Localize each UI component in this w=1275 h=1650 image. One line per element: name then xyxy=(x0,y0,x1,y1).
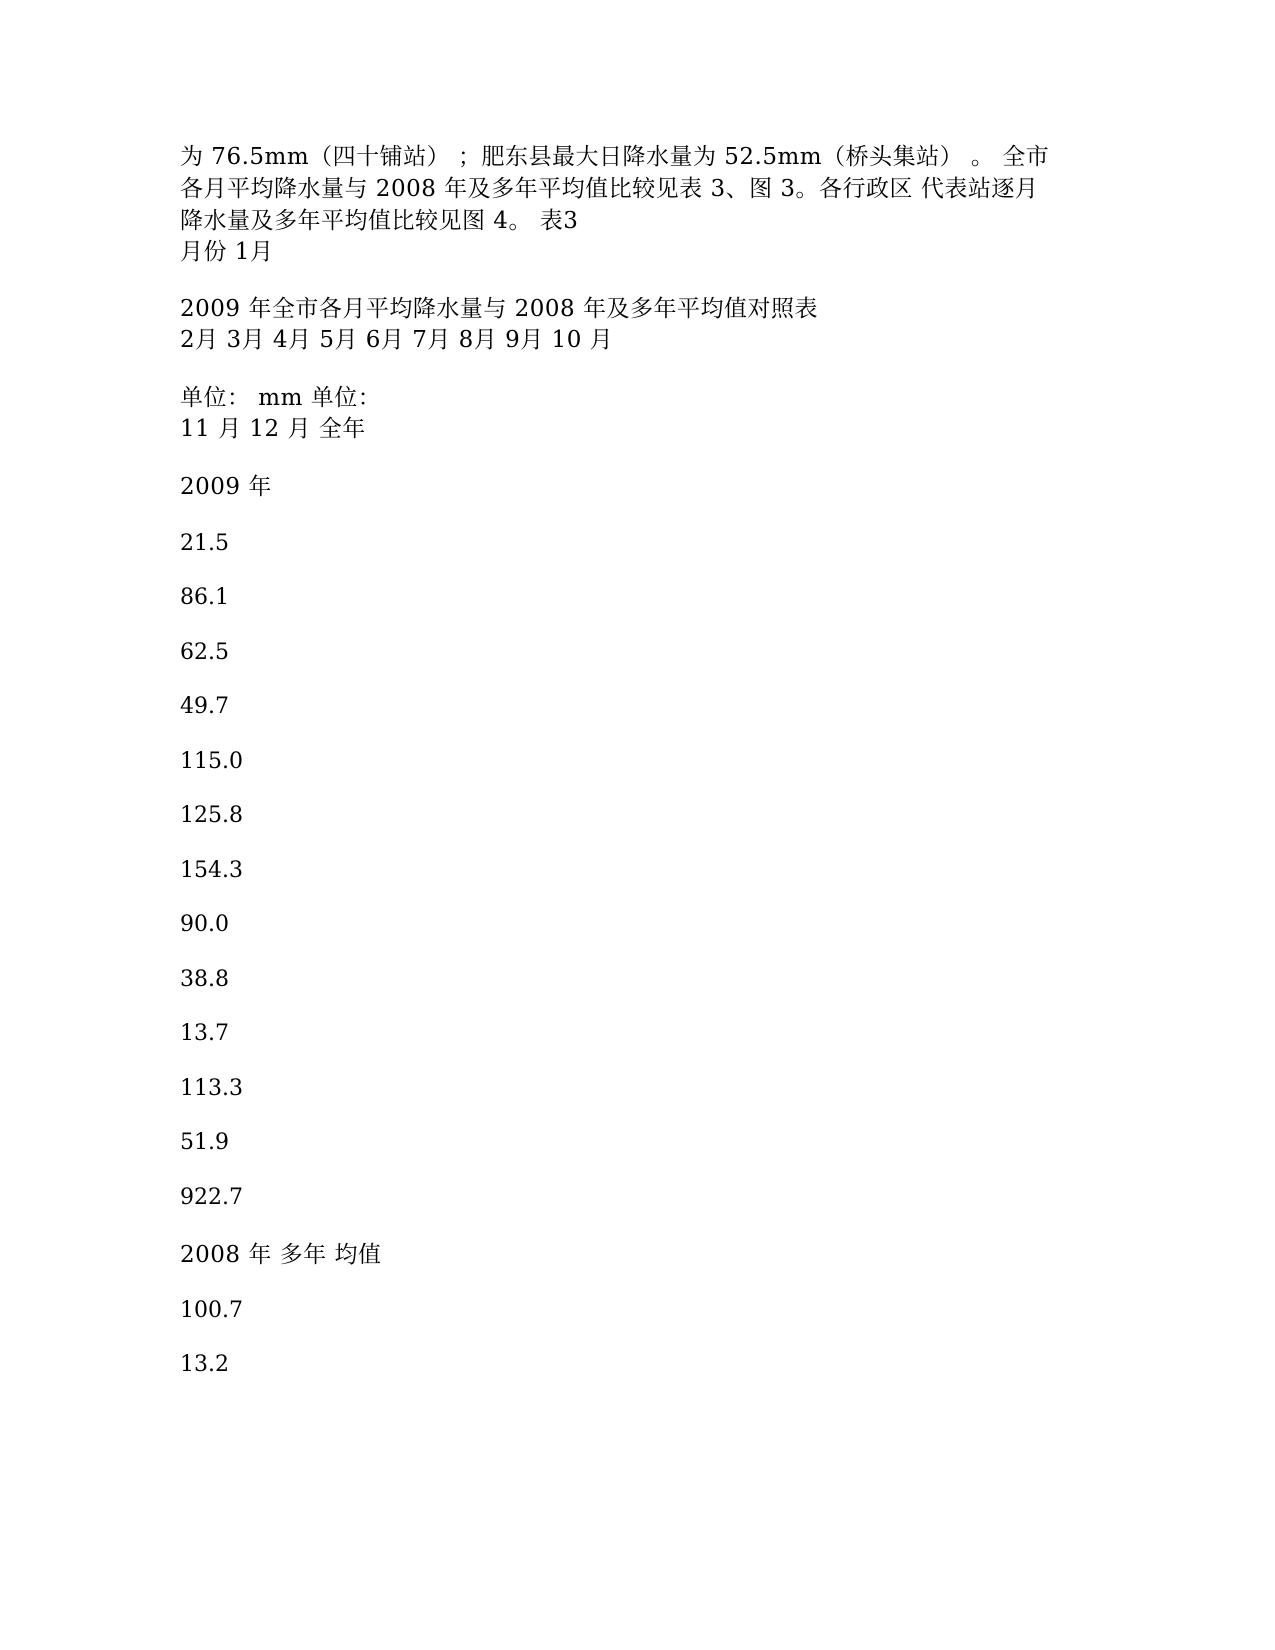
value-2009-oct: 13.7 xyxy=(180,1021,229,1046)
value-2009-jul: 154.3 xyxy=(180,858,243,883)
value-2008-feb: 13.2 xyxy=(180,1352,229,1377)
value-2009-nov: 113.3 xyxy=(180,1076,243,1101)
value-2009-jan: 21.5 xyxy=(180,531,229,556)
month-label: 月份 1月 xyxy=(180,239,274,265)
row-2009-label: 2009 年 xyxy=(180,474,272,500)
value-2009-may: 115.0 xyxy=(180,749,243,774)
value-2009-jun: 125.8 xyxy=(180,803,243,828)
months-tail: 11 月 12 月 全年 xyxy=(180,416,366,442)
value-2009-mar: 62.5 xyxy=(180,640,229,665)
value-2009-feb: 86.1 xyxy=(180,585,229,610)
value-2009-dec: 51.9 xyxy=(180,1130,229,1155)
table-title: 2009 年全市各月平均降水量与 2008 年及多年平均值对照表 xyxy=(180,296,818,322)
months-row: 2月 3月 4月 5月 6月 7月 8月 9月 10 月 xyxy=(180,327,614,353)
value-2009-aug: 90.0 xyxy=(180,912,229,937)
value-2009-total: 922.7 xyxy=(180,1185,243,1210)
paragraph-line-1: 为 76.5mm（四十铺站） ；肥东县最大日降水量为 52.5mm（桥头集站） 。 全市 xyxy=(180,144,1050,170)
paragraph-line-2: 各月平均降水量与 2008 年及多年平均值比较见表 3、图 3。各行政区 代表站逐月 xyxy=(180,176,1039,202)
value-2009-sep: 38.8 xyxy=(180,967,229,992)
unit-row: 单位： mm 单位： xyxy=(180,385,382,411)
value-2009-apr: 49.7 xyxy=(180,694,229,719)
value-2008-jan: 100.7 xyxy=(180,1298,243,1323)
paragraph-line-3: 降水量及多年平均值比较见图 4。 表3 xyxy=(180,208,579,234)
row-2008-label: 2008 年 多年 均值 xyxy=(180,1242,382,1268)
